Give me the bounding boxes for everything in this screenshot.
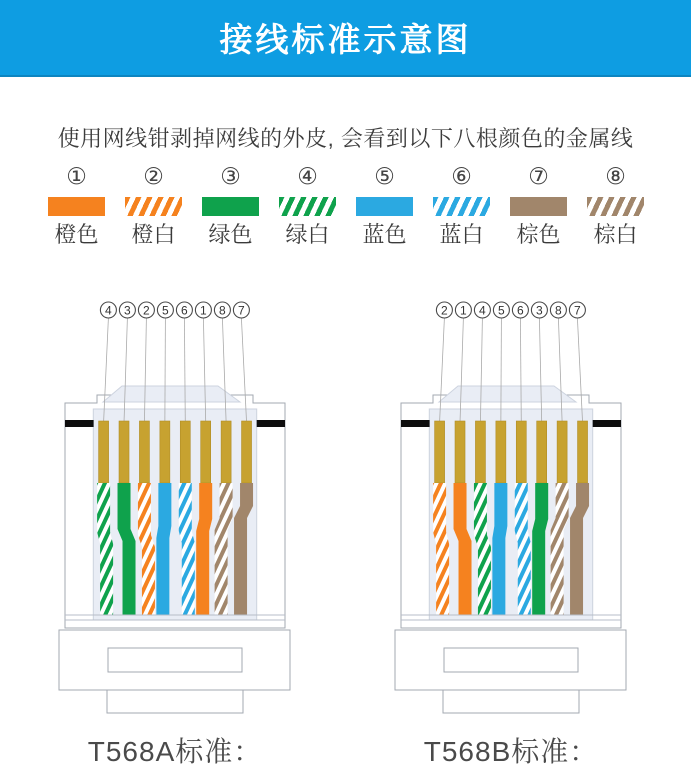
svg-text:3: 3 bbox=[124, 303, 131, 318]
legend-number: ⑧ bbox=[605, 163, 626, 189]
legend-label: 橙白 bbox=[131, 222, 176, 247]
left-black-bar bbox=[401, 420, 430, 427]
rj45-connector-diagram-t568b bbox=[394, 295, 628, 719]
caption-t568a: T568A标准： bbox=[87, 736, 263, 767]
legend-swatch bbox=[510, 197, 567, 216]
pin-number-labels bbox=[436, 302, 585, 318]
caption-t568b: T568B标准： bbox=[423, 736, 599, 767]
right-black-bar bbox=[593, 420, 621, 427]
legend-item-blue-white bbox=[423, 163, 500, 247]
legend-item-blue bbox=[346, 163, 423, 247]
right-black-bar bbox=[257, 420, 285, 427]
connector-figure-t568b bbox=[394, 295, 628, 770]
svg-text:4: 4 bbox=[105, 303, 112, 318]
boot-window bbox=[108, 648, 242, 672]
legend-swatch bbox=[433, 197, 490, 216]
legend-label: 蓝白 bbox=[439, 222, 484, 247]
legend-number: ① bbox=[66, 163, 87, 189]
legend-number: ④ bbox=[297, 163, 318, 189]
svg-text:2: 2 bbox=[143, 303, 150, 318]
legend-label: 蓝色 bbox=[362, 222, 407, 247]
svg-text:7: 7 bbox=[574, 303, 581, 318]
svg-text:6: 6 bbox=[181, 303, 188, 318]
legend-item-orange bbox=[38, 163, 115, 247]
legend-swatch bbox=[279, 197, 336, 216]
legend-label: 橙色 bbox=[54, 222, 99, 247]
legend-swatch bbox=[356, 197, 413, 216]
legend-number: ⑤ bbox=[374, 163, 395, 189]
legend-number: ② bbox=[143, 163, 164, 189]
legend-label: 棕白 bbox=[593, 222, 638, 247]
legend-item-green-white bbox=[269, 163, 346, 247]
svg-text:5: 5 bbox=[162, 303, 169, 318]
svg-text:7: 7 bbox=[238, 303, 245, 318]
plug-latch bbox=[439, 386, 576, 402]
rj45-connector-diagram-t568a bbox=[58, 295, 292, 719]
header-banner bbox=[0, 0, 691, 77]
svg-text:8: 8 bbox=[555, 303, 562, 318]
wire-blue bbox=[156, 483, 171, 615]
legend-item-brown-white bbox=[577, 163, 654, 247]
legend-item-orange-white bbox=[115, 163, 192, 247]
legend-swatch bbox=[587, 197, 644, 216]
legend-label: 绿白 bbox=[285, 222, 330, 247]
svg-text:8: 8 bbox=[219, 303, 226, 318]
plug-latch bbox=[103, 386, 240, 402]
legend-number: ⑦ bbox=[528, 163, 549, 189]
svg-text:4: 4 bbox=[479, 303, 486, 318]
svg-text:1: 1 bbox=[200, 303, 207, 318]
pin-number-labels bbox=[100, 302, 249, 318]
page-title: 接线标准示意图 bbox=[219, 21, 472, 58]
svg-text:2: 2 bbox=[441, 303, 448, 318]
legend-label: 绿色 bbox=[208, 222, 253, 247]
legend-swatch bbox=[125, 197, 182, 216]
wire-blue bbox=[492, 483, 507, 615]
wire-color-legend bbox=[38, 163, 654, 247]
left-black-bar bbox=[65, 420, 94, 427]
intro-text: 使用网线钳剥掉网线的外皮, 会看到以下八根颜色的金属线 bbox=[57, 126, 634, 151]
svg-text:3: 3 bbox=[536, 303, 543, 318]
legend-item-brown bbox=[500, 163, 577, 247]
legend-number: ⑥ bbox=[451, 163, 472, 189]
svg-text:6: 6 bbox=[517, 303, 524, 318]
cable-tab bbox=[443, 690, 579, 713]
svg-text:1: 1 bbox=[460, 303, 467, 318]
cable-tab bbox=[107, 690, 243, 713]
connector-figure-t568a bbox=[58, 295, 292, 770]
legend-swatch bbox=[202, 197, 259, 216]
legend-swatch bbox=[48, 197, 105, 216]
svg-text:5: 5 bbox=[498, 303, 505, 318]
boot-window bbox=[444, 648, 578, 672]
legend-label: 棕色 bbox=[516, 222, 561, 247]
legend-item-green bbox=[192, 163, 269, 247]
legend-number: ③ bbox=[220, 163, 241, 189]
